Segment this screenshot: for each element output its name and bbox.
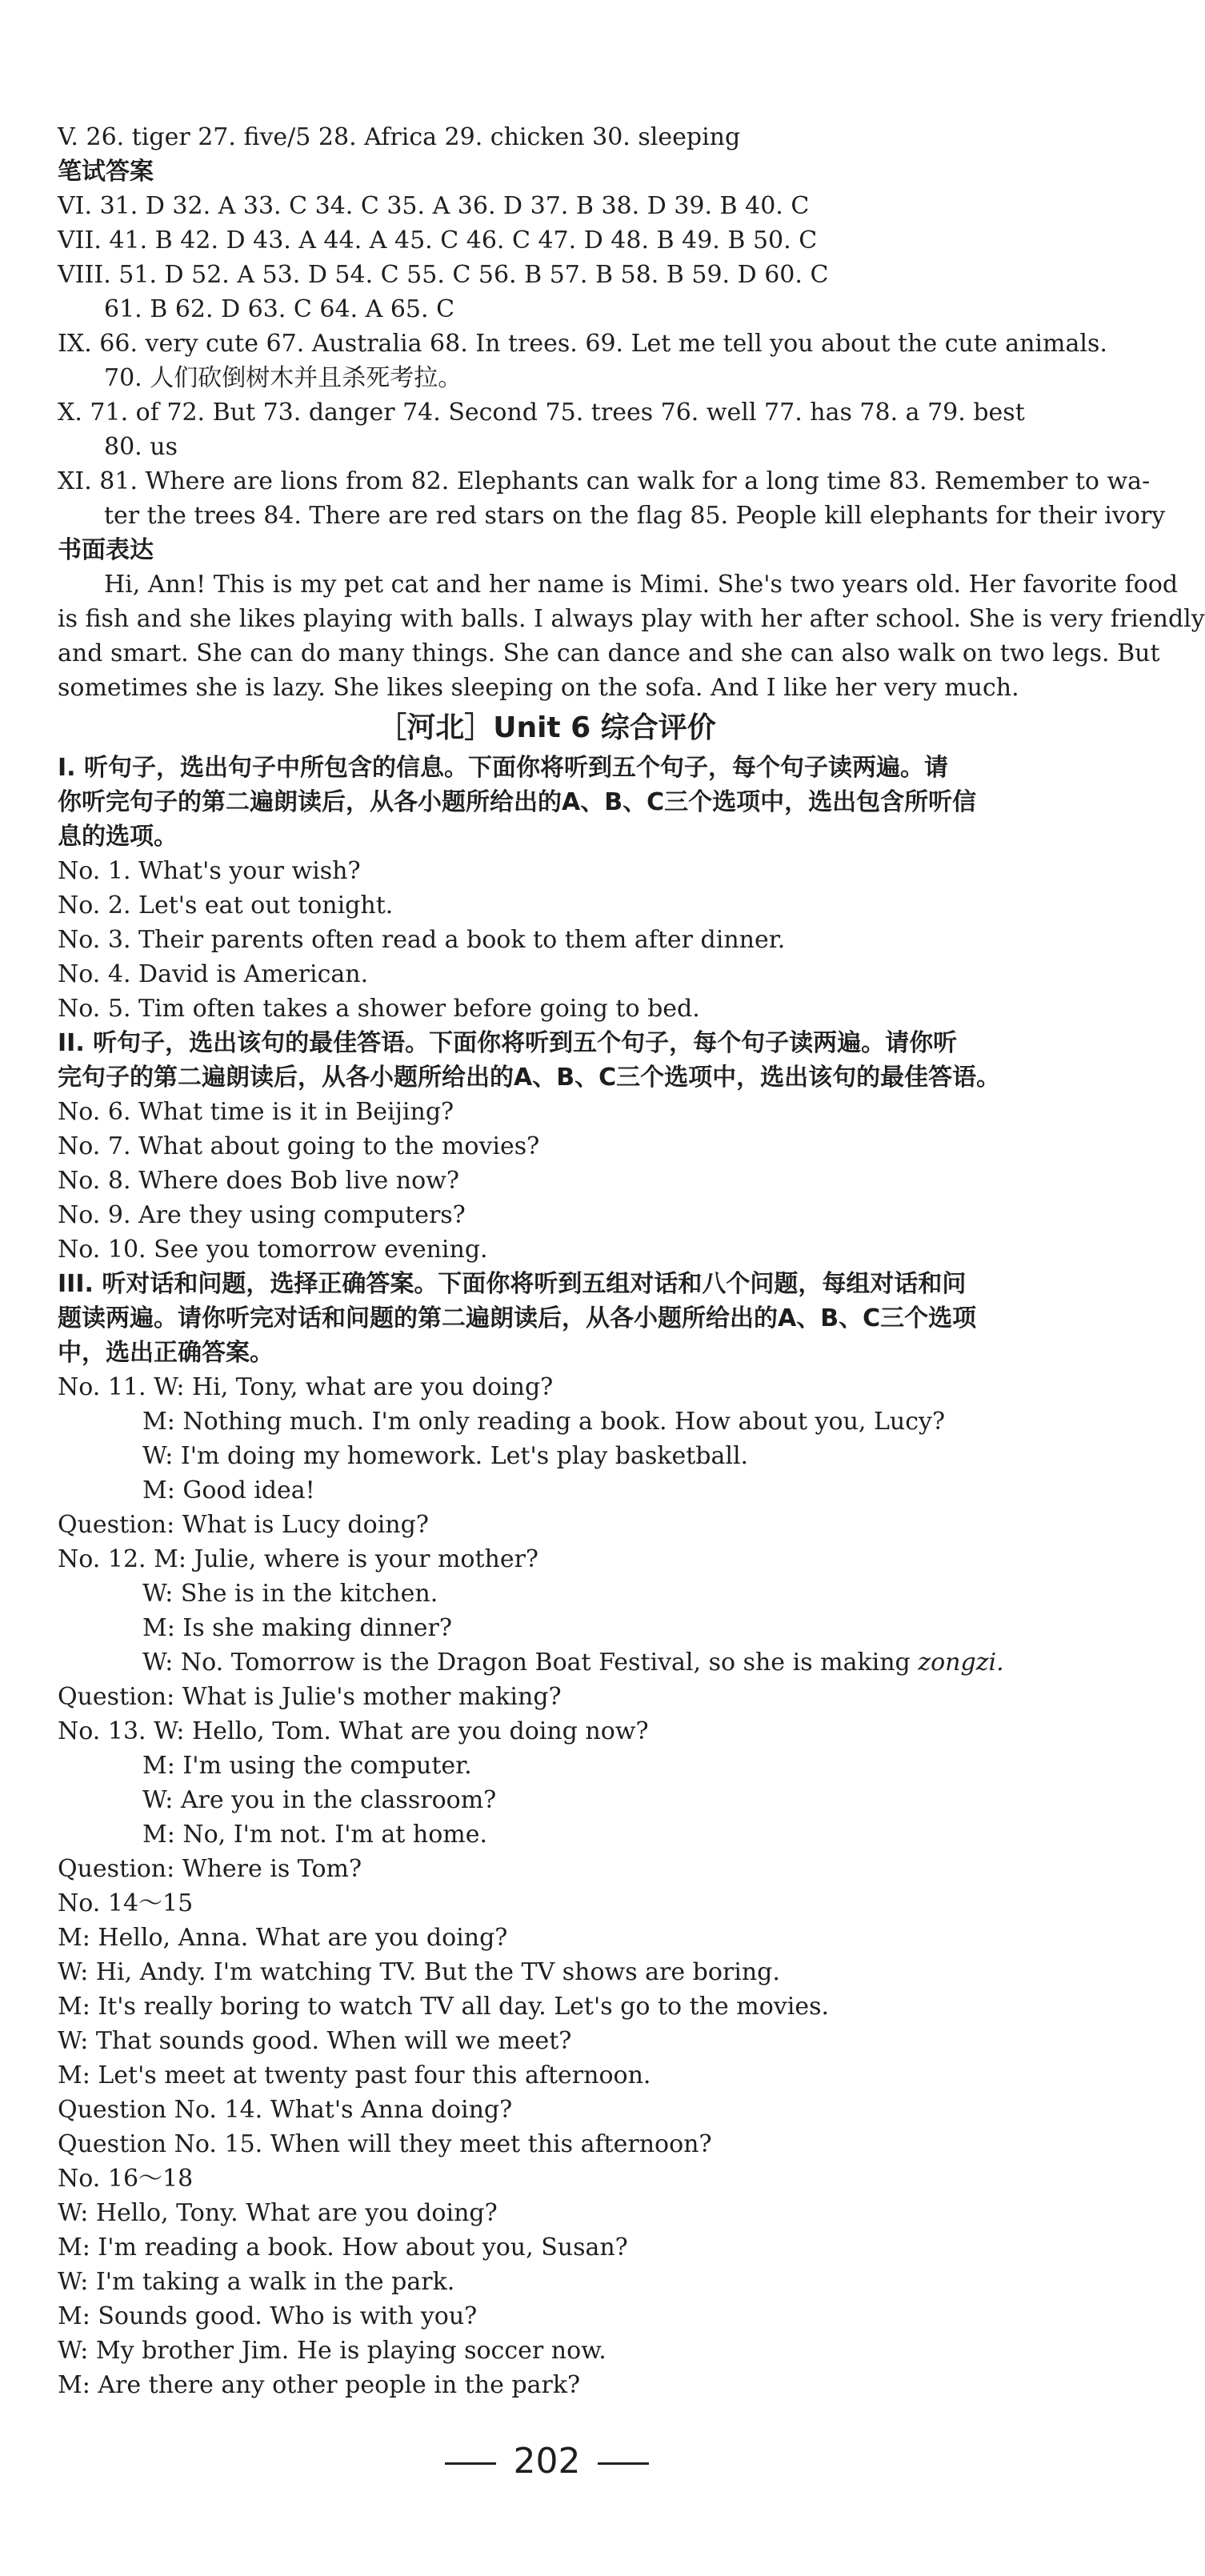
listening-item: No. 9. Are they using computers? [58,1201,466,1229]
answers-viii-cont: 61. B 62. D 63. C 64. A 65. C [104,295,455,323]
answers-vi: VI. 31. D 32. A 33. C 34. C 35. A 36. D 37. B 38. D 39. B 40. C [58,192,810,220]
dialog-line: W: Hello, Tony. What are you doing? [58,2199,498,2227]
dialog-question: Question: Where is Tom? [58,1855,362,1883]
page-number-dash [445,2462,496,2465]
dialog-line [142,1645,1135,1680]
dialog-line: M: Let's meet at twenty past four this afternoon. [58,2061,651,2089]
dialog-line: M: Nothing much. I'm only reading a book. How about you, Lucy? [142,1408,946,1436]
answers-ix-cont: 70. 人们砍倒树木并且杀死考拉。 [104,364,462,392]
dialog-line: W: I'm taking a walk in the park. [58,2268,455,2296]
dialog-line: W: She is in the kitchen. [142,1580,438,1608]
dialog-line: M: Are there any other people in the park? [58,2371,581,2399]
listening-item: No. 6. What time is it in Beijing? [58,1098,454,1126]
essay-line: Hi, Ann! This is my pet cat and her name is Mimi. She's two years old. Her favorite food [104,571,1179,599]
dialog-line: W: My brother Jim. He is playing soccer now. [58,2337,607,2365]
listening-item: No. 3. Their parents often read a book to them after dinner. [58,926,786,954]
dialog-line: W: I'm doing my homework. Let's play basketball. [142,1442,749,1470]
dialog-question: Question: What is Lucy doing? [58,1511,429,1539]
listening-item: No. 1. What's your wish? [58,857,361,885]
answers-xi: XI. 81. Where are lions from 82. Elephants can walk for a long time 83. Remember to wa- [58,467,1151,495]
dialog-question: Question: What is Julie's mother making? [58,1683,562,1711]
dialog-line: W: Are you in the classroom? [142,1786,497,1814]
listening-item: No. 8. Where does Bob live now? [58,1167,459,1195]
dialog-line: W: That sounds good. When will we meet? [58,2027,572,2055]
listening-item: No. 7. What about going to the movies? [58,1132,540,1160]
dialog-line: M: Is she making dinner? [142,1614,452,1642]
dialog-line: M: Good idea! [142,1476,315,1504]
answers-ix: IX. 66. very cute 67. Australia 68. In trees. 69. Let me tell you about the cute animals. [58,330,1107,358]
answers-x: X. 71. of 72. But 73. danger 74. Second 75. trees 76. well 77. has 78. a 79. best [58,399,1025,427]
page-number-dash [598,2462,649,2465]
section-1-instructions: I. 听句子，选出句子中所包含的信息。下面你将听到五个句子，每个句子读两遍。请 [58,754,949,782]
dialog-line: M: It's really boring to watch TV all day. Let's go to the movies. [58,1993,830,2021]
answers-viii: VIII. 51. D 52. A 53. D 54. C 55. C 56. B 57. B 58. B 59. D 60. C [58,261,829,289]
answers-xi-cont: ter the trees 84. There are red stars on the flag 85. People kill elephants for their ivory [104,502,1166,530]
page-number [0,2441,1094,2482]
page-number-text: 202 [513,2441,581,2482]
section-2-instructions: 完句子的第二遍朗读后，从各小题所给出的A、B、C三个选项中，选出该句的最佳答语。 [58,1064,1001,1092]
section-1-instructions: 息的选项。 [58,823,178,851]
dialog-group-title: No. 16～18 [58,2165,194,2193]
dialog-group-title: No. 14～15 [58,1889,194,1917]
essay-line: is fish and she likes playing with balls. I always play with her after school. She is very friendly [58,605,1205,633]
answers-vii: VII. 41. B 42. D 43. A 44. A 45. C 46. C 47. D 48. B 49. B 50. C [58,226,818,254]
dialog-question: Question No. 15. When will they meet this afternoon? [58,2130,712,2158]
section-1-instructions: 你听完句子的第二遍朗读后，从各小题所给出的A、B、C三个选项中，选出包含所听信 [58,788,977,816]
section-2-instructions: II. 听句子，选出该句的最佳答语。下面你将听到五个句子，每个句子读两遍。请你听 [58,1029,958,1057]
listening-item: No. 2. Let's eat out tonight. [58,891,394,919]
dialog-line: No. 11. W: Hi, Tony, what are you doing? [58,1373,554,1401]
listening-item: No. 10. See you tomorrow evening. [58,1236,488,1264]
dialog-question: Question No. 14. What's Anna doing? [58,2096,513,2124]
section-3-instructions: III. 听对话和问题，选择正确答案。下面你将听到五组对话和八个问题，每组对话和问 [58,1270,967,1298]
dialog-italic-word: zongzi. [918,1649,1004,1677]
listening-item: No. 4. David is American. [58,960,369,988]
answers-v: V. 26. tiger 27. five/5 28. Africa 29. chicken 30. sleeping [58,123,741,151]
dialog-text: W: No. Tomorrow is the Dragon Boat Festival, so she is making [142,1649,911,1677]
essay-line: sometimes she is lazy. She likes sleeping on the sofa. And I like her very much. [58,674,1019,702]
answers-x-cont: 80. us [104,433,178,461]
section-3-instructions: 中，选出正确答案。 [58,1339,274,1367]
section-3-instructions: 题读两遍。请你听完对话和问题的第二遍朗读后，从各小题所给出的A、B、C三个选项 [58,1304,977,1332]
dialog-line: No. 13. W: Hello, Tom. What are you doing now? [58,1717,649,1745]
dialog-line: M: No, I'm not. I'm at home. [142,1821,488,1849]
unit-title: ［河北］Unit 6 综合评价 [378,711,716,744]
dialog-line: M: I'm using the computer. [142,1752,472,1780]
writing-heading: 书面表达 [58,536,154,564]
written-answers-heading: 笔试答案 [58,158,154,186]
dialog-line: M: Sounds good. Who is with you? [58,2302,478,2330]
essay-line: and smart. She can do many things. She can dance and she can also walk on two legs. But [58,639,1160,667]
listening-item: No. 5. Tim often takes a shower before going to bed. [58,995,700,1023]
dialog-line: W: Hi, Andy. I'm watching TV. But the TV shows are boring. [58,1958,780,1986]
dialog-line: No. 12. M: Julie, where is your mother? [58,1545,539,1573]
dialog-line: M: Hello, Anna. What are you doing? [58,1924,508,1952]
dialog-line: M: I'm reading a book. How about you, Susan? [58,2233,628,2262]
